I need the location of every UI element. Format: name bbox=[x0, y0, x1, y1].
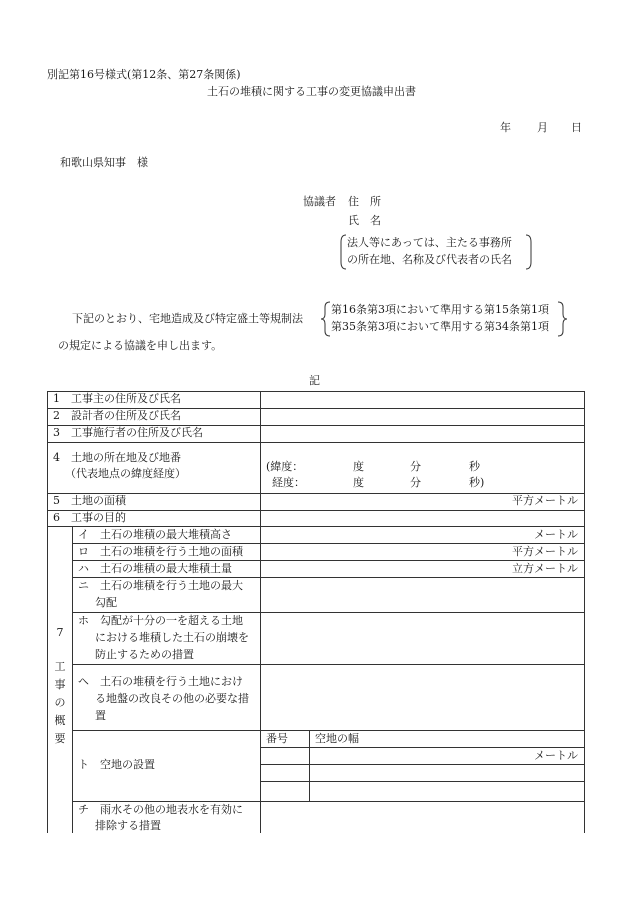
law-option-2: 第35条第3項において準用する第34条第1項 bbox=[331, 320, 549, 333]
item-ni-line1: ニ 土石の堆積を行う土地の最大 bbox=[78, 579, 243, 592]
item-ro-label: ロ 土石の堆積を行う土地の面積 bbox=[78, 545, 243, 558]
item-i-unit: メートル bbox=[534, 528, 578, 541]
name-label: 氏 名 bbox=[348, 214, 381, 227]
longitude-degree: 度 bbox=[353, 476, 364, 489]
law-option-1: 第16条第3項において準用する第15条第1項 bbox=[331, 303, 549, 316]
applicant-note-line1: 法人等にあっては、主たる事務所 bbox=[347, 236, 512, 249]
date-year: 年 bbox=[500, 121, 511, 134]
to-number-header: 番号 bbox=[266, 732, 288, 745]
item-ni-line2: 勾配 bbox=[95, 596, 117, 609]
right-brace bbox=[556, 301, 568, 337]
to-unit: メートル bbox=[534, 749, 578, 762]
row-4-sublabel: （代表地点の緯度経度） bbox=[65, 467, 186, 480]
row-7-char-2: 事 bbox=[54, 678, 66, 691]
latitude-second: 秒 bbox=[469, 460, 480, 473]
item-i-label: イ 土石の堆積の最大堆積高さ bbox=[78, 528, 232, 541]
item-chi-line2: 排除する措置 bbox=[95, 819, 161, 832]
applicant-note-line2: の所在地、名称及び代表者の氏名 bbox=[347, 253, 512, 266]
details-table bbox=[47, 391, 584, 833]
latitude-label: (緯度： bbox=[266, 460, 304, 473]
row-7-number: 7 bbox=[56, 626, 64, 639]
body-tail: の規定による協議を申し出ます。 bbox=[58, 339, 223, 352]
date-month: 月 bbox=[537, 121, 548, 134]
longitude-second: 秒) bbox=[469, 476, 485, 489]
longitude-label: 経度： bbox=[272, 476, 305, 489]
row-3-label: 3 工事施行者の住所及び氏名 bbox=[53, 426, 203, 439]
item-ha-label: ハ 土石の堆積の最大堆積土量 bbox=[78, 562, 232, 575]
to-width-header: 空地の幅 bbox=[315, 732, 359, 745]
applicant-role: 協議者 bbox=[303, 195, 336, 208]
item-he-line2: る地盤の改良その他の必要な措 bbox=[95, 692, 249, 705]
row-7-char-3: の bbox=[54, 696, 66, 709]
item-ho-line2: における堆積した土石の崩壊を bbox=[95, 631, 249, 644]
item-chi-line1: チ 雨水その他の地表水を有効に bbox=[78, 803, 243, 816]
longitude-minute: 分 bbox=[410, 476, 421, 489]
latitude-degree: 度 bbox=[353, 460, 364, 473]
row-7-char-4: 概 bbox=[54, 714, 66, 727]
ki-heading: 記 bbox=[309, 374, 320, 387]
row-7-char-5: 要 bbox=[54, 732, 66, 745]
row-5-unit: 平方メートル bbox=[512, 494, 578, 507]
item-ro-unit: 平方メートル bbox=[512, 545, 578, 558]
row-1-label: 1 工事主の住所及び氏名 bbox=[53, 392, 181, 405]
row-5-label: 5 土地の面積 bbox=[53, 494, 126, 507]
form-number: 別記第16号様式(第12条、第27条関係) bbox=[47, 68, 241, 81]
row-6-label: 6 工事の目的 bbox=[53, 511, 126, 524]
row-2-label: 2 設計者の住所及び氏名 bbox=[53, 409, 181, 422]
row-7-char-1: 工 bbox=[54, 660, 66, 673]
item-ho-line3: 防止するための措置 bbox=[95, 648, 194, 661]
item-he-line3: 置 bbox=[95, 709, 106, 722]
item-ho-line1: ホ 勾配が十分の一を超える土地 bbox=[78, 614, 243, 627]
item-ha-unit: 立方メートル bbox=[512, 562, 578, 575]
latitude-minute: 分 bbox=[410, 460, 421, 473]
addressee: 和歌山県知事 様 bbox=[60, 156, 148, 169]
date-day: 日 bbox=[571, 121, 582, 134]
item-to-label: ト 空地の設置 bbox=[78, 758, 155, 771]
address-label: 住 所 bbox=[348, 195, 381, 208]
body-lead: 下記のとおり、宅地造成及び特定盛土等規制法 bbox=[72, 312, 303, 325]
document-title: 土石の堆積に関する工事の変更協議申出書 bbox=[207, 85, 416, 98]
item-he-line1: ヘ 土石の堆積を行う土地におけ bbox=[78, 675, 243, 688]
row-4-label: 4 土地の所在地及び地番 bbox=[53, 451, 181, 464]
